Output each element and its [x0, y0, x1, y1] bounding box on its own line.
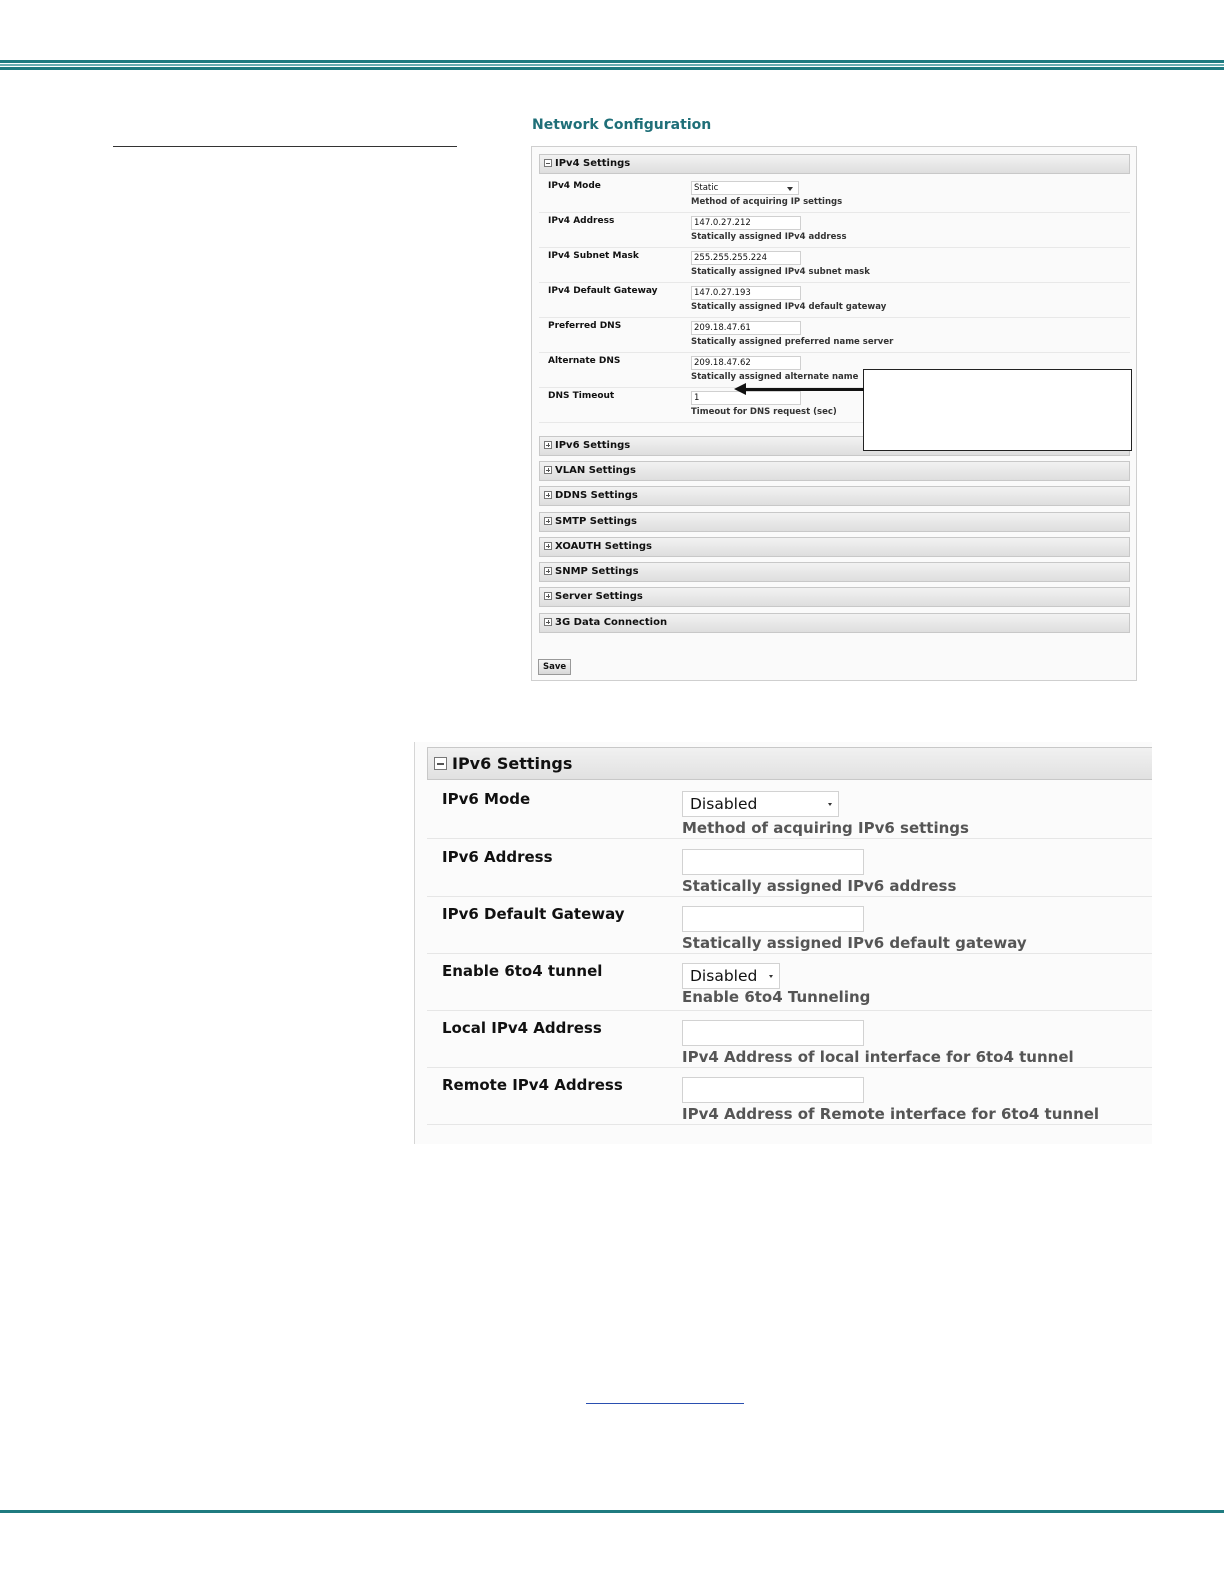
- ipv4-gateway-row: [539, 282, 1130, 318]
- ipv4-address-label: IPv4 Address: [548, 216, 615, 226]
- ipv4-settings-label: IPv4 Settings: [555, 158, 631, 169]
- ipv6-address-label: IPv6 Address: [442, 848, 553, 866]
- ddns-settings-header[interactable]: [539, 486, 1130, 506]
- footer-rule: [0, 1510, 1224, 1513]
- section-label: SMTP Settings: [555, 516, 637, 527]
- enable-6to4-row: [427, 953, 1152, 1011]
- ipv6-gateway-label: IPv6 Default Gateway: [442, 905, 625, 923]
- ipv4-subnet-row: [539, 247, 1130, 283]
- section-label: XOAUTH Settings: [555, 541, 653, 552]
- enable-6to4-hint: Enable 6to4 Tunneling: [682, 988, 871, 1006]
- ipv4-address-row: [539, 212, 1130, 248]
- section-label: 3G Data Connection: [555, 617, 668, 628]
- ipv4-mode-select[interactable]: Static: [691, 181, 799, 195]
- preferred-dns-label: Preferred DNS: [548, 321, 622, 331]
- ipv4-address-hint: Statically assigned IPv4 address: [691, 232, 847, 242]
- save-button[interactable]: Save: [538, 659, 571, 675]
- expand-icon: [544, 592, 552, 600]
- expand-icon: [544, 567, 552, 575]
- ipv6-mode-row: [427, 781, 1152, 839]
- expand-icon: [544, 542, 552, 550]
- callout-arrow-line: [742, 388, 864, 391]
- snmp-settings-header[interactable]: [539, 562, 1130, 582]
- preferred-dns-hint: Statically assigned preferred name server: [691, 337, 894, 347]
- enable-6to4-label: Enable 6to4 tunnel: [442, 962, 603, 980]
- vlan-settings-header[interactable]: [539, 461, 1130, 481]
- smtp-settings-header[interactable]: [539, 512, 1130, 532]
- remote-ipv4-hint: IPv4 Address of Remote interface for 6to4 tunnel: [682, 1105, 1100, 1123]
- ipv4-settings-header[interactable]: [539, 154, 1130, 174]
- server-settings-header[interactable]: [539, 587, 1130, 607]
- ipv6-mode-hint: Method of acquiring IPv6 settings: [682, 819, 969, 837]
- section-label: IPv6 Settings: [555, 440, 631, 451]
- header-rule-bottom: [0, 67, 1224, 70]
- expand-icon: [544, 441, 552, 449]
- ipv4-mode-hint: Method of acquiring IP settings: [691, 197, 843, 207]
- ipv4-gateway-hint: Statically assigned IPv4 default gateway: [691, 302, 887, 312]
- ipv4-subnet-input[interactable]: 255.255.255.224: [691, 251, 801, 265]
- expand-icon: [544, 517, 552, 525]
- dns-timeout-label: DNS Timeout: [548, 391, 615, 401]
- enable-6to4-select[interactable]: Disabled: [682, 963, 780, 989]
- section-label: SNMP Settings: [555, 566, 639, 577]
- remote-ipv4-row: [427, 1067, 1152, 1125]
- ipv4-subnet-label: IPv4 Subnet Mask: [548, 251, 639, 261]
- ipv6-address-hint: Statically assigned IPv6 address: [682, 877, 957, 895]
- xoauth-settings-header[interactable]: [539, 537, 1130, 557]
- arrow-left-icon: [734, 383, 746, 395]
- ipv4-gateway-label: IPv4 Default Gateway: [548, 286, 658, 296]
- ipv6-address-row: [427, 839, 1152, 897]
- ipv4-gateway-input[interactable]: 147.0.27.193: [691, 286, 801, 300]
- network-config-title: Network Configuration: [532, 117, 712, 133]
- ipv6-mode-label: IPv6 Mode: [442, 790, 531, 808]
- callout-box: [863, 369, 1132, 451]
- dns-timeout-input[interactable]: 1: [691, 391, 801, 405]
- remote-ipv4-label: Remote IPv4 Address: [442, 1076, 623, 1094]
- collapse-icon: [544, 159, 552, 167]
- section-label: DDNS Settings: [555, 490, 638, 501]
- 3g-data-connection-header[interactable]: [539, 613, 1130, 633]
- alternate-dns-input[interactable]: 209.18.47.62: [691, 356, 801, 370]
- preferred-dns-input[interactable]: 209.18.47.61: [691, 321, 801, 335]
- alternate-dns-hint: Statically assigned alternate name: [691, 372, 859, 382]
- header-rule-middle: [0, 64, 1224, 66]
- ipv6-gateway-input[interactable]: [682, 906, 864, 932]
- remote-ipv4-input[interactable]: [682, 1077, 864, 1103]
- ipv6-settings-title: IPv6 Settings: [452, 754, 573, 773]
- preferred-dns-row: [539, 317, 1130, 353]
- ipv4-subnet-hint: Statically assigned IPv4 subnet mask: [691, 267, 870, 277]
- section-heading-rule: [113, 146, 457, 147]
- expand-icon: [544, 466, 552, 474]
- expand-icon: [544, 618, 552, 626]
- ipv6-settings-panel: [414, 742, 1152, 1144]
- dns-timeout-hint: Timeout for DNS request (sec): [691, 407, 837, 417]
- ipv6-gateway-hint: Statically assigned IPv6 default gateway: [682, 934, 1027, 952]
- ipv6-settings-header[interactable]: [427, 747, 1152, 780]
- local-ipv4-hint: IPv4 Address of local interface for 6to4 tunnel: [682, 1048, 1074, 1066]
- ipv4-mode-row: [539, 177, 1130, 213]
- section-label: Server Settings: [555, 591, 643, 602]
- local-ipv4-label: Local IPv4 Address: [442, 1019, 602, 1037]
- alternate-dns-label: Alternate DNS: [548, 356, 621, 366]
- expand-icon: [544, 491, 552, 499]
- ipv6-address-input[interactable]: [682, 849, 864, 875]
- section-label: VLAN Settings: [555, 465, 636, 476]
- ipv4-address-input[interactable]: 147.0.27.212: [691, 216, 801, 230]
- hyperlink-underline: [586, 1403, 744, 1404]
- header-rule-top: [0, 60, 1224, 63]
- local-ipv4-row: [427, 1010, 1152, 1068]
- ipv4-mode-label: IPv4 Mode: [548, 181, 601, 191]
- ipv6-gateway-row: [427, 896, 1152, 954]
- local-ipv4-input[interactable]: [682, 1020, 864, 1046]
- ipv6-mode-select[interactable]: Disabled: [682, 791, 839, 817]
- collapse-icon: [434, 757, 447, 770]
